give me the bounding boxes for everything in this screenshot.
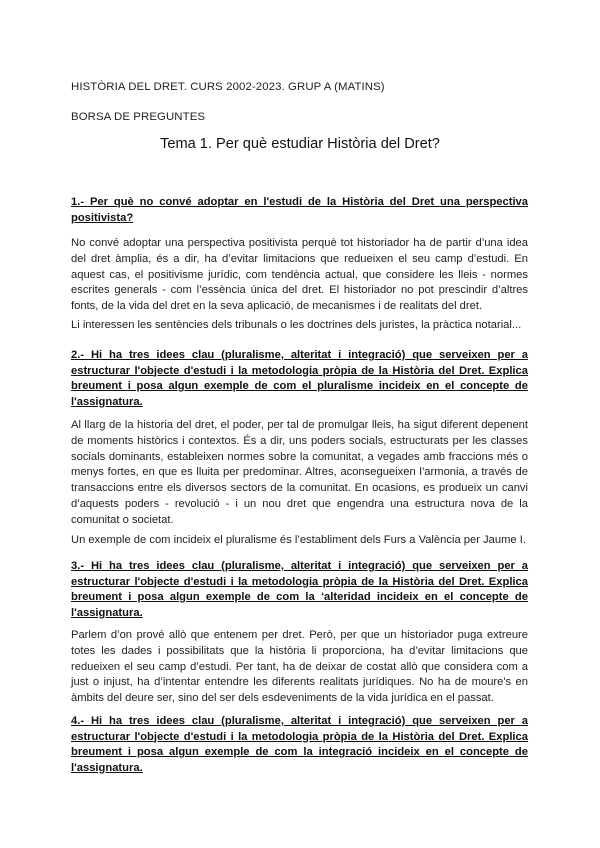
answer-paragraph: Al llarg de la historia del dret, el poder, per tal de promulgar lleis, ha sigut diferent depenent de moments històrics i contextos. És a dir, uns poders socials, estructurats per les classes socials dominants, estableixen normes sobre la comunitat, a vegades amb fraccions més o menys fortes, en que es lluita per predominar. Altres, aconsegueixen l’armonia, a través de transaccions entre els diversos sectors de la comunitat. En ocasions, es produeix un canvi d’aquests poders - revolució - i un nou dret que engendra una estructura nova de la comunitat o societat. <box>71 419 528 526</box>
answer-paragraph: No convé adoptar una perspectiva positivista perquè tot historiador ha de partir d’una idea del dret àmplia, és a dir, ha d’evitar limitacions que redueixen el seu camp d’estudi. En aquest cas, el positivisme jurídic, com tendència actual, que considere les lleis - normes escrites generals - com l’essència única del dret. El historiador no pot prescindir d’altres fonts, de la vida del dret en la seva aplicació, de mecanismes i de realitats del dret. <box>71 237 528 313</box>
question-heading: 2.- Hi ha tres idees clau (pluralisme, alteritat i integració) que serveixen per a estructurar l'objecte d'estudi i la metodologia pròpia de la Història del Dret. Explica breument i posa algun exemple de com el pluralisme incideix en el concepte de l'assignatura. <box>71 349 528 408</box>
answer-1-paragraph-1 <box>71 236 528 315</box>
question-heading: 3.- Hi ha tres idees clau (pluralisme, alteritat i integració) que serveixen per a estructurar l'objecte d'estudi i la metodologia pròpia de la Història del Dret. Explica breument i posa algun exemple de com la ‘alteridad incideix en el concepte de l'assignatura. <box>71 560 528 619</box>
question-2 <box>71 348 528 410</box>
answer-2-paragraph-1 <box>71 418 528 529</box>
course-header: HISTÒRIA DEL DRET. CURS 2002-2023. GRUP A (MATINS) <box>71 81 385 93</box>
question-heading: 4.- Hi ha tres idees clau (pluralisme, alteritat i integració) que serveixen per a estructurar l'objecte d'estudi i la metodologia pròpia de la Història del Dret. Explica breument i posa algun exemple de com la integració incideix en el concepte de l'assignatura. <box>71 715 528 774</box>
answer-3-paragraph-1 <box>71 628 528 707</box>
answer-paragraph: Un exemple de com incideix el pluralisme és l’establiment dels Furs a València per Jaume I. <box>71 534 526 546</box>
topic-title: Tema 1. Per què estudiar Història del Dret? <box>160 136 440 152</box>
document-subtitle: BORSA DE PREGUNTES <box>71 111 206 123</box>
question-1 <box>71 195 528 226</box>
question-3 <box>71 559 528 621</box>
answer-1-paragraph-2 <box>71 318 528 334</box>
question-heading: 1.- Per què no convé adoptar en l'estudi de la Història del Dret una perspectiva positivista? <box>71 196 528 224</box>
question-4 <box>71 714 528 776</box>
answer-paragraph: Li interessen les sentències dels tribunals o les doctrines dels juristes, la pràctica notarial... <box>71 319 522 331</box>
answer-paragraph: Parlem d’on prové allò que entenem per dret. Però, per que un historiador puga extreure totes les dades i possibilitats que la història li proporciona, ha d’evitar limitacions que redueixen el seu camp d’estudi. Per tant, ha de deixar de costat allò que considera com a just o injust, ha d’intentar entendre les diferents realitats jurídiques. No ha de moure's en àmbits del deure ser, sino del ser dels esdeveniments de la vida jurídica en el passat. <box>71 629 528 705</box>
answer-2-paragraph-2 <box>71 533 528 549</box>
